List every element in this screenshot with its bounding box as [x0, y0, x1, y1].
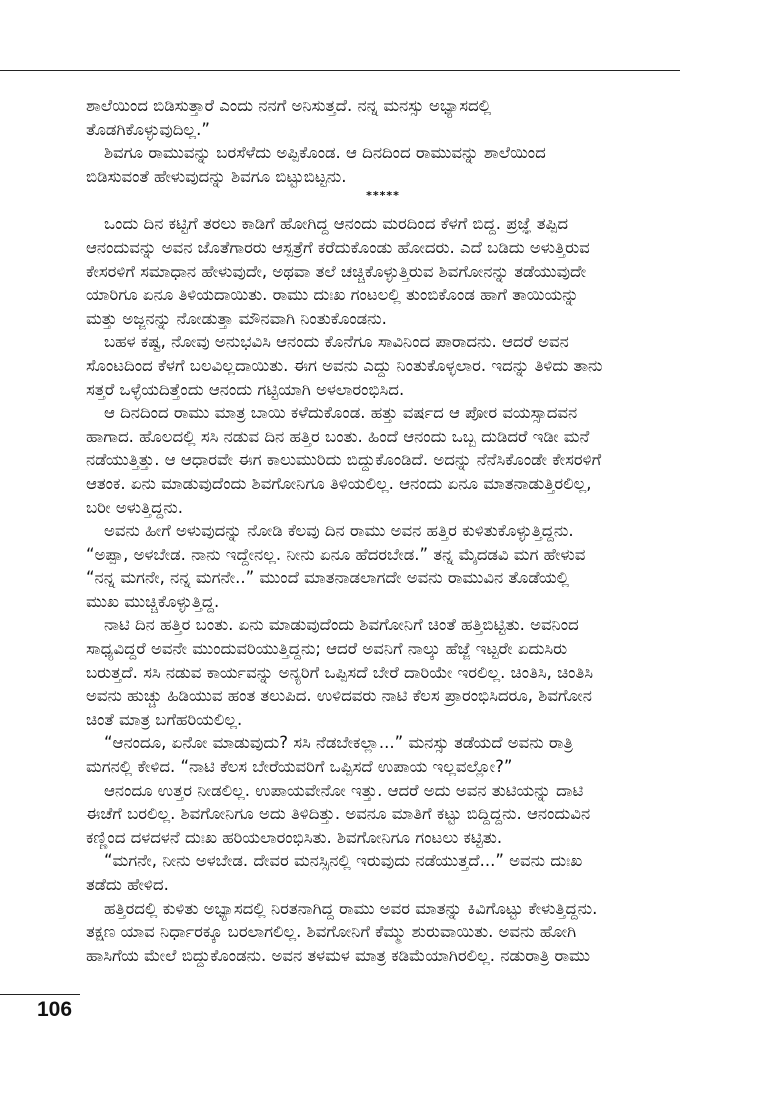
- paragraph: “ಆನಂದೂ, ಏನೋ ಮಾಡುವುದು? ಸಸಿ ನೆಡಬೇಕಲ್ಲಾ...” ಮನಸ್ಸು ತಡೆಯದೆ ಅವನು ರಾತ್ರಿ ಮಗನಲ್ಲಿ ಕೇಳಿದ. “ನಾಟಿ ಕೆಲಸ ಬೇರೆಯವರಿಗೆ ಒಪ್ಪಿಸದೆ ಉಪಾಯ ಇಲ್ಲವಲ್ಲೋ?”: [86, 733, 573, 777]
- paragraph: ಆ ದಿನದಿಂದ ರಾಮು ಮಾತ್ರ ಬಾಯಿ ಕಳೆದುಕೊಂಡ. ಹತ್ತು ವರ್ಷದ ಆ ಪೋರ ವಯಸ್ಸಾದವನ ಹಾಗಾದ. ಹೊಲದಲ್ಲಿ ಸಸಿ ನಡುವ ದಿನ ಹತ್ತಿರ ಬಂತು. ಹಿಂದೆ ಆನಂದು ಒಬ್ಬ ದುಡಿದರೆ ಇಡೀ ಮನೆ ನಡೆಯುತ್ತಿತ್ತು. ಆ ಆಧಾರವೇ ಈಗ ಕಾಲುಮುರಿದು ಬಿದ್ದುಕೊಂಡಿದೆ. ಅದನ್ನು ನೆನೆಸಿಕೊಂಡೇ ಕೇಸರಳಿಗೆ ಆತಂಕ. ಏನು ಮಾಡುವುದೆಂದು ಶಿವಗೋನಿಗೂ ತಿಳಿಯಲಿಲ್ಲ. ಆನಂದು ಏನೂ ಮಾತನಾಡುತ್ತಿರಲಿಲ್ಲ, ಬರೀ ಅಳುತ್ತಿದ್ದನು.: [86, 403, 602, 517]
- paragraph: ಶಿವಗೂ ರಾಮುವನ್ನು ಬರಸೆಳೆದು ಅಪ್ಪಿಕೊಂಡ. ಆ ದಿನದಿಂದ ರಾಮುವನ್ನು ಶಾಲೆಯಿಂದ ಬಿಡಿಸುವಂತೆ ಹೇಳುವುದನ್ನು ಶಿವಗೂ ಬಿಟ್ಟುಬಿಟ್ಟನು.: [86, 143, 546, 186]
- paragraph: ಒಂದು ದಿನ ಕಟ್ಟಿಗೆ ತರಲು ಕಾಡಿಗೆ ಹೋಗಿದ್ದ ಆನಂದು ಮರದಿಂದ ಕೆಳಗೆ ಬಿದ್ದ. ಪ್ರಜ್ಞೆ ತಪ್ಪಿದ ಆನಂದುವನ್ನು ಅವನ ಜೊತೆಗಾರರು ಆಸ್ಪತ್ರೆಗೆ ಕರೆದುಕೊಂಡು ಹೋದರು. ಎದೆ ಬಡಿದು ಅಳುತ್ತಿರುವ ಕೇಸರಳಿಗೆ ಸಮಾಧಾನ ಹೇಳುವುದೇ, ಅಥವಾ ತಲೆ ಚಚ್ಚಿಕೊಳ್ಳುತ್ತಿರುವ ಶಿವಗೋನನ್ನು ತಡೆಯುವುದೇ ಯಾರಿಗೂ ಏನೂ ತಿಳಿಯದಾಯಿತು. ರಾಮು ದುಃಖ ಗಂಟಲಲ್ಲಿ ತುಂಬಿಕೊಂಡ ಹಾಗೆ ತಾಯಿಯನ್ನು ಮತ್ತು ಅಜ್ಜನನ್ನು ನೋಡುತ್ತಾ ಮೌನವಾಗಿ ನಿಂತುಕೊಂಡನು.: [86, 214, 590, 328]
- page-number: 106: [37, 998, 73, 1021]
- paragraph: ಅವನು ಹೀಗೆ ಅಳುವುದನ್ನು ನೋಡಿ ಕೆಲವು ದಿನ ರಾಮು ಅವನ ಹತ್ತಿರ ಕುಳಿತುಕೊಳ್ಳುತ್ತಿದ್ದನು. “ಅಪ್ಪಾ, ಅಳಬೇಡ. ನಾನು ಇದ್ದೇನಲ್ಲ. ನೀನು ಏನೂ ಹೆದರಬೇಡ.” ತನ್ನ ಮೈದಡವಿ ಮಗ ಹೇಳುವ “ನನ್ನ ಮಗನೇ, ನನ್ನ ಮಗನೇ..” ಮುಂದೆ ಮಾತನಾಡಲಾಗದೇ ಅವನು ರಾಮುವಿನ ತೊಡೆಯಲ್ಲಿ ಮುಖ ಮುಚ್ಚಿಕೊಳ್ಳುತ್ತಿದ್ದ.: [86, 521, 586, 611]
- paragraph: “ಮಗನೇ, ನೀನು ಅಳಬೇಡ. ದೇವರ ಮನಸ್ಸಿನಲ್ಲಿ ಇರುವುದು ನಡೆಯುತ್ತದೆ...” ಅವನು ದುಃಖ ತಡೆದು ಹೇಳಿದ.: [86, 851, 583, 894]
- page-body: [86, 94, 680, 967]
- paragraph: ಶಾಲೆಯಿಂದ ಬಿಡಿಸುತ್ತಾರೆ ಎಂದು ನನಗೆ ಅನಿಸುತ್ತದೆ. ನನ್ನ ಮನಸ್ಸು ಅಭ್ಯಾಸದಲ್ಲಿ ತೊಡಗಿಕೊಳ್ಳುವುದಿಲ್ಲ.”: [86, 96, 492, 139]
- paragraph: ನಾಟಿ ದಿನ ಹತ್ತಿರ ಬಂತು. ಏನು ಮಾಡುವುದೆಂದು ಶಿವಗೋನಿಗೆ ಚಿಂತೆ ಹತ್ತಿಬಿಟ್ಟಿತು. ಅವನಿಂದ ಸಾಧ್ಯವಿದ್ದರೆ ಅವನೇ ಮುಂದುವರಿಯುತ್ತಿದ್ದನು; ಆದರೆ ಅವನಿಗೆ ನಾಲ್ಕು ಹೆಜ್ಜೆ ಇಟ್ಟರೇ ಏದುಸಿರು ಬರುತ್ತದೆ. ಸಸಿ ನಡುವ ಕಾರ್ಯವನ್ನು ಅನ್ಯರಿಗೆ ಒಪ್ಪಿಸದೆ ಬೇರೆ ದಾರಿಯೇ ಇರಲಿಲ್ಲ. ಚಿಂತಿಸಿ, ಚಿಂತಿಸಿ ಅವನು ಹುಚ್ಚು ಹಿಡಿಯುವ ಹಂತ ತಲುಪಿದ. ಉಳಿದವರು ನಾಟಿ ಕೆಲಸ ಪ್ರಾರಂಭಿಸಿದರೂ, ಶಿವಗೋನ ಚಿಂತೆ ಮಾತ್ರ ಬಗೆಹರಿಯಲಿಲ್ಲ.: [86, 615, 593, 729]
- top-rule: [0, 70, 680, 71]
- paragraph: ಬಹಳ ಕಷ್ಟ, ನೋವು ಅನುಭವಿಸಿ ಆನಂದು ಕೊನೆಗೂ ಸಾವಿನಿಂದ ಪಾರಾದನು. ಆದರೆ ಅವನ ಸೊಂಟದಿಂದ ಕೆಳಗೆ ಬಲವಿಲ್ಲದಾಯಿತು. ಈಗ ಅವನು ಎದ್ದು ನಿಂತುಕೊಳ್ಳಲಾರ. ಇದನ್ನು ತಿಳಿದು ತಾನು ಸತ್ತರೆ ಒಳ್ಳೆಯದಿತ್ತೆಂದು ಆನಂದು ಗಟ್ಟಿಯಾಗಿ ಅಳಲಾರಂಭಿಸಿದ.: [86, 332, 603, 399]
- paragraph: ಆನಂದೂ ಉತ್ತರ ನೀಡಲಿಲ್ಲ. ಉಪಾಯವೇನೋ ಇತ್ತು. ಆದರೆ ಅದು ಅವನ ತುಟಿಯನ್ನು ದಾಟಿ ಈಚೆಗೆ ಬರಲಿಲ್ಲ. ಶಿವಗೋನಿಗೂ ಅದು ತಿಳಿದಿತ್ತು. ಅವನೂ ಮಾತಿಗೆ ಕಟ್ಟು ಬಿದ್ದಿದ್ದನು. ಆನಂದುವಿನ ಕಣ್ಣಿಂದ ದಳದಳನೆ ದುಃಖ ಹರಿಯಲಾರಂಭಿಸಿತು. ಶಿವಗೋನಿಗೂ ಗಂಟಲು ಕಟ್ಟಿತು.: [86, 780, 591, 847]
- section-separator: *****: [366, 189, 400, 203]
- paragraph: ಹತ್ತಿರದಲ್ಲಿ ಕುಳಿತು ಅಭ್ಯಾಸದಲ್ಲಿ ನಿರತನಾಗಿದ್ದ ರಾಮು ಅವರ ಮಾತನ್ನು ಕಿವಿಗೊಟ್ಟು ಕೇಳುತ್ತಿದ್ದನು. ತಕ್ಷಣ ಯಾವ ನಿರ್ಧಾರಕ್ಕೂ ಬರಲಾಗಲಿಲ್ಲ. ಶಿವಗೋನಿಗೆ ಕೆಮ್ಮು ಶುರುವಾಯಿತು. ಅವನು ಹೋಗಿ ಹಾಸಿಗೆಯ ಮೇಲೆ ಬಿದ್ದುಕೊಂಡನು. ಅವನ ತಳಮಳ ಮಾತ್ರ ಕಡಿಮೆಯಾಗಿರಲಿಲ್ಲ. ನಡುರಾತ್ರಿ ರಾಮು: [86, 898, 598, 965]
- bottom-rule: [0, 994, 80, 995]
